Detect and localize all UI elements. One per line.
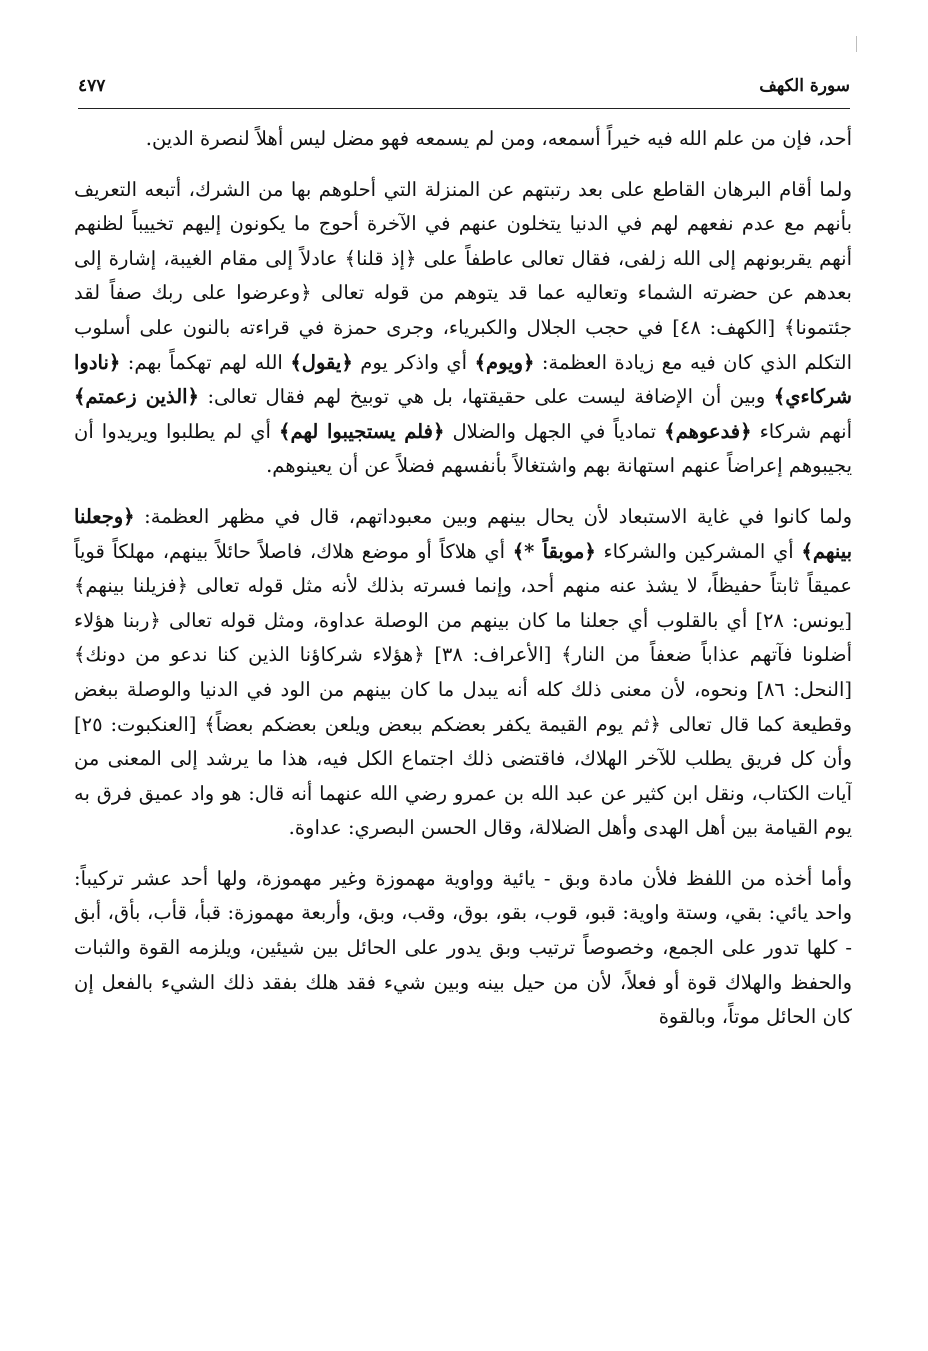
text-segment: أي واذكر يوم — [352, 350, 475, 374]
paragraph-4 — [74, 862, 852, 1035]
page-body — [74, 122, 852, 1322]
scan-mark — [856, 36, 857, 52]
quran-quote: ﴿فلم يستجيبوا لهم﴾ — [279, 419, 445, 443]
quran-quote: ﴿الذين زعمتم﴾ — [74, 385, 199, 409]
quran-quote: ﴿يقول﴾ — [290, 350, 353, 374]
text-segment: وبين أن الإضافة ليست على حقيقتها، بل هي توبيخ لهم فقال تعالى: — [198, 385, 774, 409]
text-segment: ولما أقام البرهان القاطع على بعد رتبتهم عن المنزلة التي أحلوهم بها من الشرك، أتبعه التعريف بأنهم مع عدم نفعهم لهم في الدنيا يتخلون عنهم في الآخرة أحوج ما يكونون إليهم تخييباً لظنهم أنهم يقربونهم إلى الله زلفى، فقال تعالى عاطفاً على ﴿إذ قلنا﴾ عادلاً إلى مقام الغيبة، إشارة إلى بعدهم عن حضرته الشماء وتعاليه عما قد يتوهم من قوله تعالى ﴿وعرضوا على ربك صفاً لقد جئتمونا﴾ [الكهف: ٤٨] في حجب الجلال والكبرياء، وجرى حمزة في قراءته بالنون على أسلوب التكلم الذي كان فيه مع زيادة العظمة: — [74, 177, 852, 374]
text-segment: أنهم شركاء — [751, 419, 852, 443]
text-segment: أي المشركين والشركاء — [595, 539, 802, 563]
text-segment: تمادياً في الجهل والضلال — [444, 419, 665, 443]
paragraph-1 — [74, 122, 852, 157]
text-segment: أي لم يطلبوا ويريدوا أن يجيبوهم إعراضاً عنهم استهانة بهم واشتغالاً بأنفسهم فضلاً عن أن يعينوهم. — [74, 419, 852, 478]
text-segment: ولما كانوا في غاية الاستبعاد لأن يحال بينهم وبين معبوداتهم، قال في مظهر العظمة: — [134, 504, 852, 528]
page-header — [78, 74, 850, 109]
quran-quote: ﴿ويوم﴾ — [474, 350, 535, 374]
paragraph-2 — [74, 173, 852, 484]
quran-quote: ﴿وجعلنا بينهم﴾ — [74, 504, 852, 563]
text-segment: وأما أخذه من اللفظ فلأن مادة وبق - يائية وواوية مهموزة وغير مهموزة، ولها أحد عشر تركيباً: واحد يائي: بقي، وستة واوية: قبو، قوب، بقو، بوق، وقب، وبق، وأربعة مهموزة: قبأ، قأب، بأق، أبق - كلها تدور على الجمع، وخصوصاً ترتيب وبق يدور على الحائل بين شيئين، ويلزمه القوة والثبات والحفظ والهلاك قوة أو فعلاً، لأن من حيل بينه وبين شيء فقد هلك بفقد ذلك الشيء بالفعل إن كان الحائل موتاً، وبالقوة — [74, 866, 852, 1029]
surah-title: سورة الكهف — [759, 76, 850, 96]
quran-quote: ﴿فدعوهم﴾ — [664, 419, 752, 443]
quran-quote: ﴿موبقاً *﴾ — [512, 539, 596, 563]
text-segment: الله لهم تهكماً بهم: — [120, 350, 291, 374]
text-segment: أحد، فإن من علم الله فيه خيراً أسمعه، ومن لم يسمعه فهو مضل ليس أهلاً لنصرة الدين. — [145, 127, 852, 150]
text-segment: أي هلاكاً أو موضع هلاك، فاصلاً حائلاً بينهم، مهلكاً قوياً عميقاً ثابتاً حفيظاً، لا يشذ عنه منهم أحد، وإنما فسرته بذلك لأنه مثل قوله تعالى ﴿فزيلنا بينهم﴾ [يونس: ٢٨] أي بالقلوب أي جعلنا ما كان بينهم من الوصلة عداوة، ومثل قوله تعالى ﴿ربنا هؤلاء أضلونا فآتهم عذاباً ضعفاً من النار﴾ [الأعراف: ٣٨] ﴿هؤلاء شركاؤنا الذين كنا ندعو من دونك﴾ [النحل: ٨٦] ونحوه، لأن معنى ذلك كله أنه يبدل ما كان بينهم من الود في الدنيا والوصلة ببغض وقطيعة كما قال تعالى ﴿ثم يوم القيمة يكفر بعضكم ببعض ويلعن بعضكم بعضاً﴾ [العنكبوت: ٢٥] وأن كل فريق يطلب للآخر الهلاك، فاقتضى ذلك اجتماع الكل فيه، هذا ما يرشد إلى المعنى من آيات الكتاب، ونقل ابن كثير عن عبد الله بن عمرو رضي الله عنهما أنه قال: هو واد عميق فرق به يوم القيامة بين أهل الهدى وأهل الضلالة، وقال الحسن البصري: عداوة. — [74, 539, 852, 840]
quran-quote: ﴿نادوا شركاءي﴾ — [74, 350, 852, 409]
page-number: ٤٧٧ — [78, 76, 106, 96]
paragraph-3 — [74, 500, 852, 846]
